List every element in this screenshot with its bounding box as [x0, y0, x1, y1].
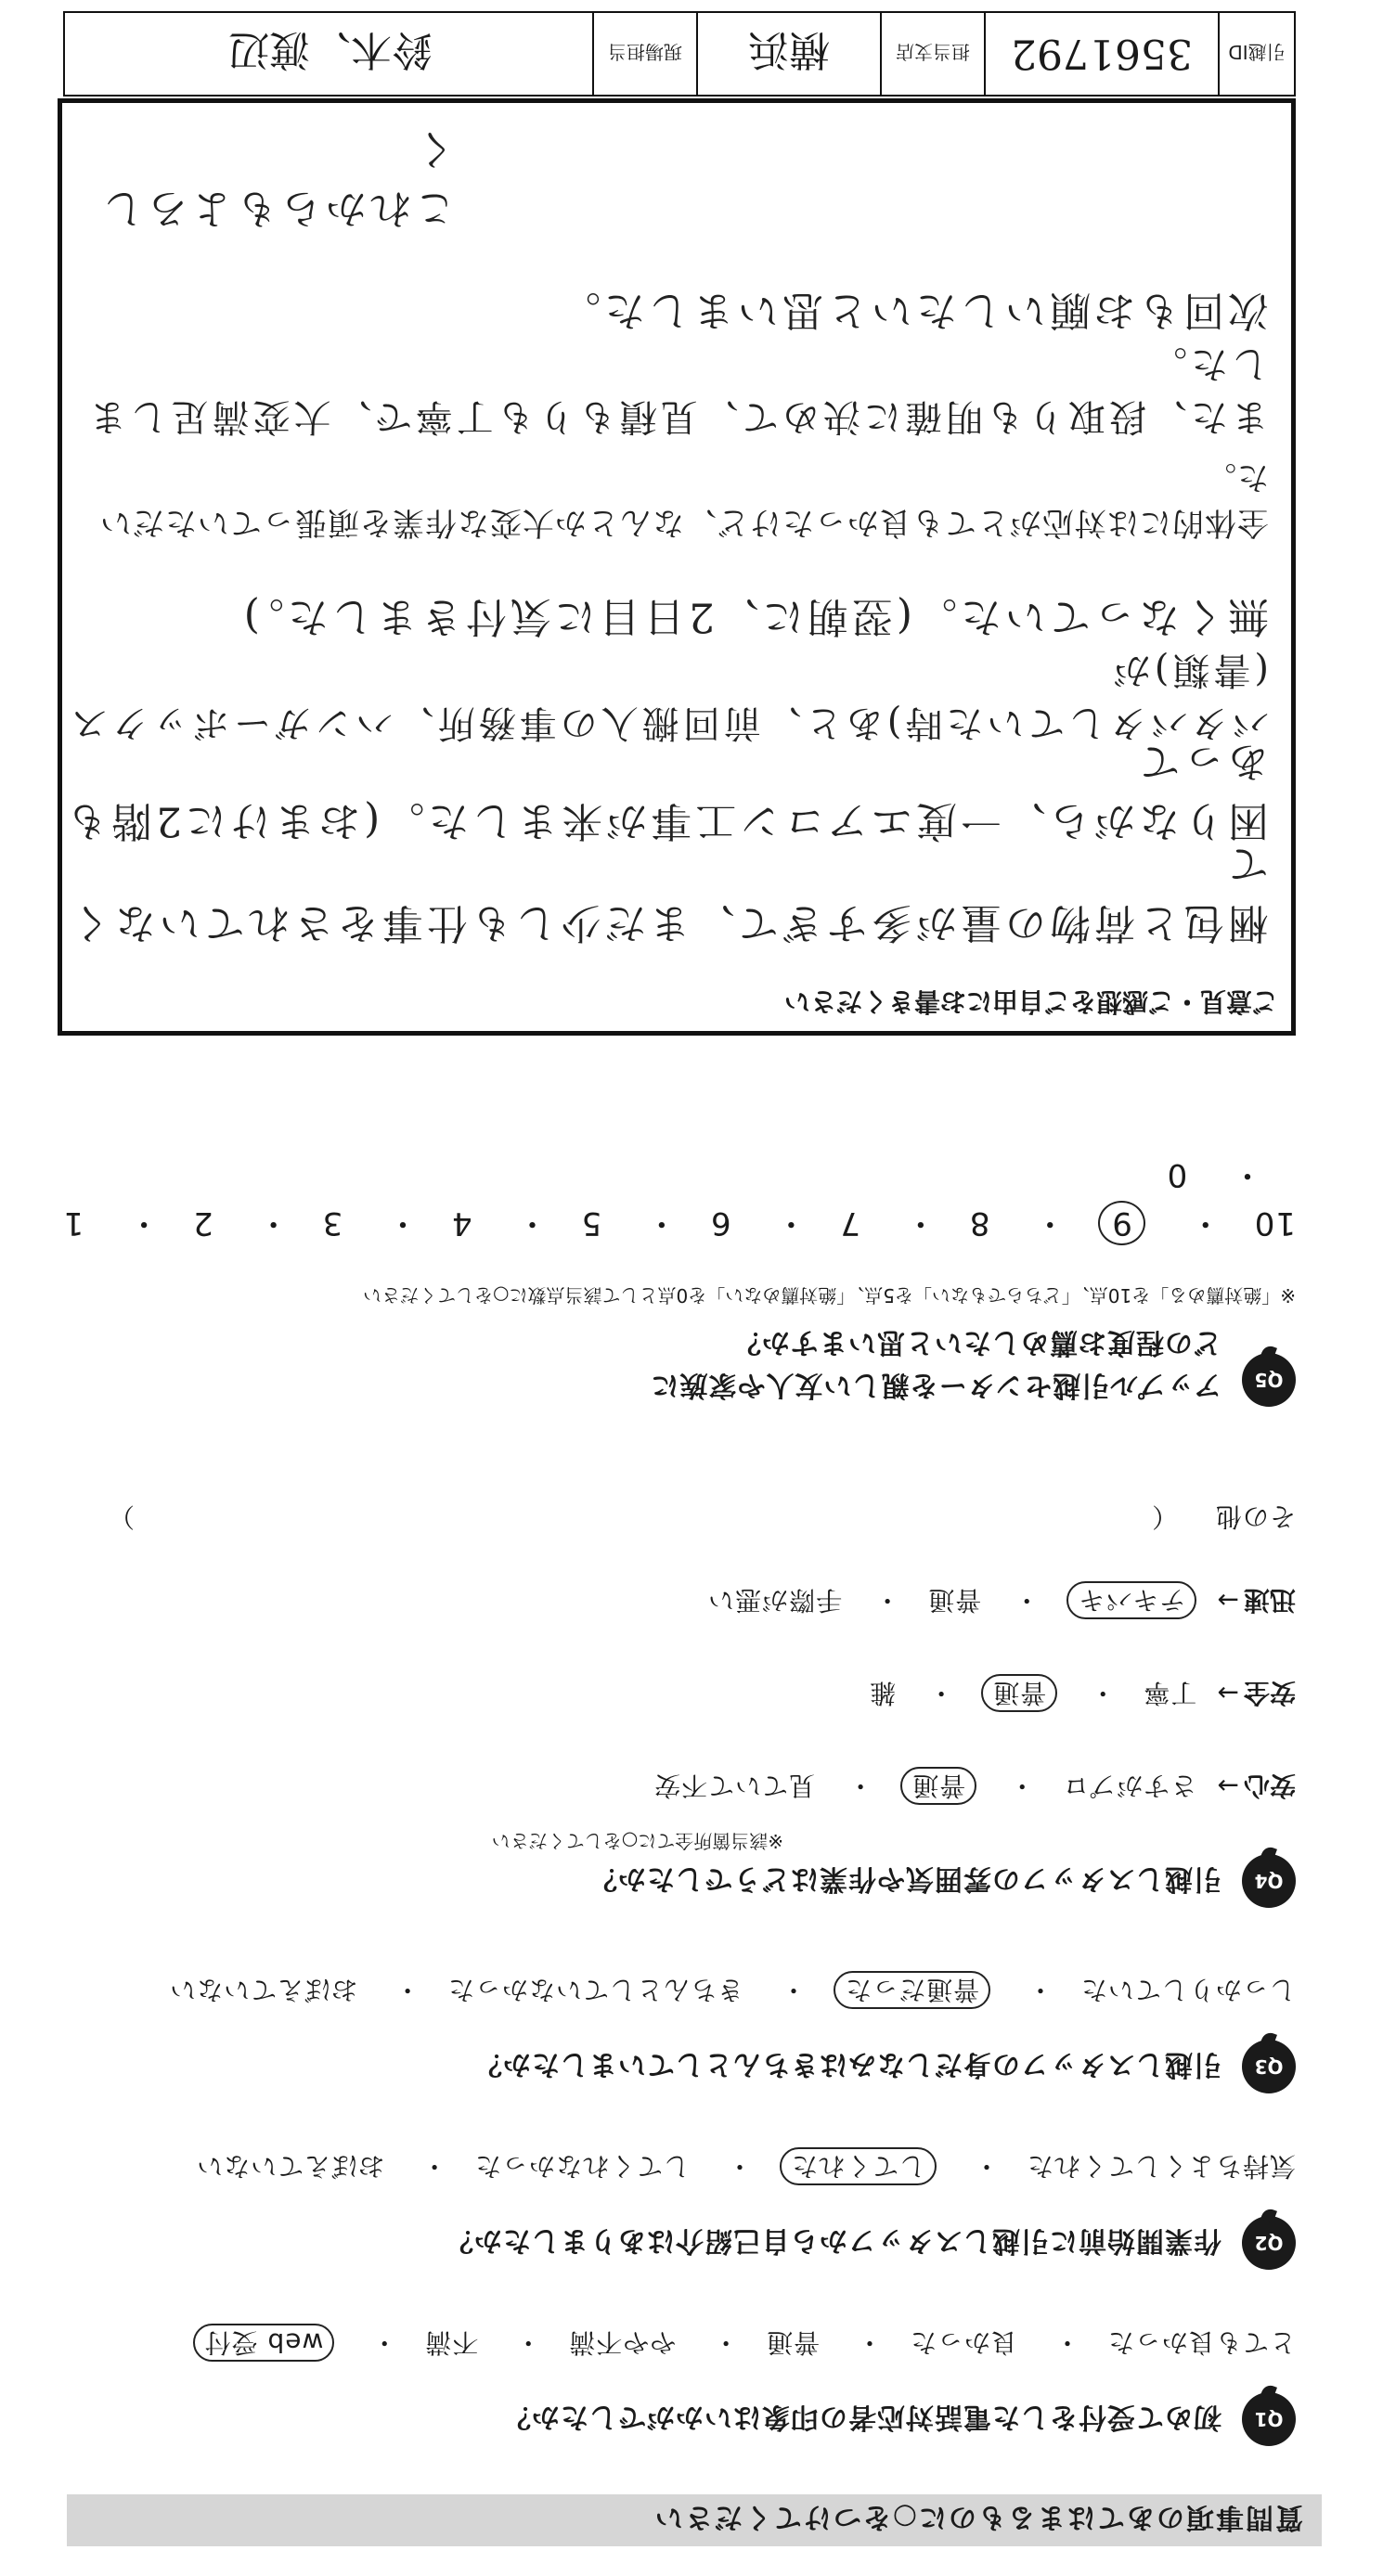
- q5-score-7[interactable]: 7: [839, 1204, 861, 1242]
- instruction-text: 質問事項のあてはまるものに○をつけてください: [653, 2501, 1303, 2533]
- comment-line-6: また、段取りも明確に決めて、見積もりも丁寧で、大変満足しました。: [85, 342, 1269, 438]
- q4-row-1-category: 安心: [1243, 1771, 1296, 1801]
- leader-label: 現場担当: [608, 41, 682, 64]
- comments-title: ご意見・ご感想をご自由にお書きください: [783, 986, 1278, 1017]
- q1-option-1[interactable]: とても良かった: [1106, 2327, 1296, 2358]
- q4-row-3-option-2[interactable]: 普通: [927, 1585, 982, 1616]
- comment-line-1: 梱包と荷物の量が多すぎて、まだ少しも仕事をされていなくて: [66, 840, 1269, 947]
- move-id-value: 3561792: [1011, 30, 1193, 78]
- q1-option-4[interactable]: やや不満: [568, 2327, 677, 2358]
- q4-row-1-option-3[interactable]: 見ていて不安: [653, 1771, 816, 1801]
- q4-row-2-category: 安全: [1243, 1678, 1296, 1708]
- q5-scale: 10 ・ 9 ・ 8 ・ 7 ・ 6 ・ 5 ・ 4 ・ 3 ・ 2 ・ 1 ・ 0: [0, 1155, 1296, 1249]
- q5-score-2[interactable]: 2: [192, 1204, 213, 1242]
- q1-option-6-selected[interactable]: web 受付: [193, 2324, 335, 2362]
- q1-badge: Q1: [1242, 2392, 1296, 2446]
- branch-value-cell: [696, 13, 880, 95]
- comment-line-8: これからもよろしく: [99, 125, 456, 232]
- q3-option-3[interactable]: きちんとしていなかった: [447, 1975, 744, 2005]
- arrow-icon: →: [1216, 1678, 1239, 1708]
- q5-score-6[interactable]: 6: [709, 1204, 731, 1242]
- branch-label-cell: [880, 13, 984, 95]
- comment-line-5: 全体的には対応がとても良かったけど、なんとか大変な作業を頑張っていただいた。: [99, 458, 1269, 541]
- q5-score-1[interactable]: 1: [62, 1204, 84, 1242]
- comment-line-4: 無くなっていた。(翌朝に、2日目に気付きました。): [239, 593, 1269, 640]
- q4-row-3-option-1-selected[interactable]: テキパキ: [1066, 1581, 1196, 1619]
- leader-value: 鈴木、渡辺: [228, 26, 433, 73]
- q1-option-5[interactable]: 不満: [424, 2327, 479, 2358]
- q4-other-open-paren: （: [1151, 1501, 1179, 1532]
- q4-row-2-option-2-selected[interactable]: 普通: [981, 1674, 1057, 1712]
- q4-row-2-option-3[interactable]: 雑: [869, 1678, 897, 1708]
- comment-line-7: 次回もお願いしたいと思いました。: [556, 287, 1269, 334]
- comment-line-2: 困りながら、一度エアコン工事が来ました。(おまけに2階もあって: [63, 738, 1269, 844]
- q4-note: ※該当箇所全てに○をしてください: [491, 1830, 783, 1852]
- q3-option-2-selected[interactable]: 普通だった: [834, 1971, 990, 2009]
- leader-label-cell: [592, 13, 696, 95]
- q4-other-close-paren: ）: [108, 1501, 136, 1532]
- q2-badge: Q2: [1242, 2216, 1296, 2270]
- move-id-label: 引越ID: [1228, 41, 1286, 64]
- q2-option-4[interactable]: おぼえていない: [196, 2151, 385, 2182]
- comments-box[interactable]: [58, 98, 1296, 1036]
- branch-label: 担当支店: [896, 41, 970, 64]
- q2-options: 気持ちよくしてくれた ・ してくれた ・ してくれなかった ・ おぼえていない: [196, 2149, 1296, 2186]
- q5-score-4[interactable]: 4: [451, 1204, 472, 1242]
- q4-row-3-option-3[interactable]: 手際が悪い: [707, 1585, 843, 1616]
- q1-options: とても良かった ・ 良かった ・ 普通 ・ やや不満 ・ 不満 ・ web 受付: [193, 2325, 1296, 2363]
- branch-value: 横浜: [748, 26, 830, 73]
- q2-option-2-selected[interactable]: してくれた: [780, 2147, 937, 2185]
- q5-score-8[interactable]: 8: [968, 1204, 990, 1242]
- move-id-label-cell: [1218, 13, 1294, 95]
- q2-question: 作業開始前に引越しスタッフから自己紹介はありましたか？: [445, 2224, 1222, 2257]
- q5-score-10[interactable]: 10: [1253, 1204, 1296, 1242]
- q4-other: [89, 1500, 1296, 1537]
- q2-option-1[interactable]: 気持ちよくしてくれた: [1026, 2151, 1296, 2182]
- q4-badge: Q4: [1242, 1854, 1296, 1908]
- q4-row-2: 安全 → 丁寧 ・ 普通 ・ 雑: [869, 1676, 1296, 1713]
- q1-option-3[interactable]: 普通: [766, 2327, 821, 2358]
- q5-question-line-2: どの程度お薦めしたいと思いますか？: [732, 1326, 1222, 1359]
- q3-question: 引越しスタッフの身だしなみはきちんとしていましたか？: [473, 2048, 1222, 2080]
- q1-question: 初めて受付をした電話対応者の印象はいかがでしたか？: [502, 2401, 1222, 2433]
- leader-value-cell: [69, 13, 592, 95]
- q4-other-label: その他: [1214, 1501, 1296, 1532]
- q4-row-1-option-1[interactable]: さすがプロ: [1062, 1771, 1197, 1801]
- q5-score-5[interactable]: 5: [580, 1204, 602, 1242]
- q5-badge: Q5: [1242, 1353, 1296, 1407]
- q5-score-3[interactable]: 3: [321, 1204, 343, 1242]
- q4-row-2-option-1[interactable]: 丁寧: [1143, 1678, 1197, 1708]
- q5-score-9-selected[interactable]: 9: [1098, 1201, 1145, 1245]
- q5-score-0[interactable]: 0: [1166, 1156, 1188, 1193]
- q4-row-1: 安心 → さすがプロ ・ 普通 ・ 見ていて不安: [653, 1769, 1296, 1806]
- q5-question-line-1: アップル引越センターを親しい友人や家族に: [650, 1369, 1222, 1401]
- arrow-icon: →: [1216, 1771, 1239, 1801]
- q4-row-1-option-2-selected[interactable]: 普通: [900, 1767, 976, 1805]
- q4-question: 引越しスタッフの雰囲気や作業はどうでしたか？: [588, 1862, 1222, 1895]
- q4-row-3-category: 迅速: [1243, 1585, 1296, 1616]
- footer-id-table: [63, 11, 1296, 97]
- q4-row-3: 迅速 → テキパキ ・ 普通 ・ 手際が悪い: [707, 1583, 1296, 1620]
- q1-option-2[interactable]: 良かった: [910, 2327, 1018, 2358]
- q3-badge: Q3: [1242, 2040, 1296, 2093]
- q2-option-3[interactable]: してくれなかった: [474, 2151, 691, 2182]
- arrow-icon: →: [1216, 1585, 1239, 1616]
- q3-option-4[interactable]: おぼえていない: [169, 1975, 358, 2005]
- comment-line-3: バタバタしていた時)あと、前回搬入の事務所、ハンガーボックス(書類)が: [67, 649, 1269, 744]
- move-id-value-cell: [984, 13, 1218, 95]
- q5-note: ※「絶対薦める」を10点、「どちらでもない」を5点、「絶対薦めない」を0点として該当点数に○をしてください: [363, 1284, 1296, 1307]
- q3-option-1[interactable]: しっかりしていた: [1079, 1975, 1296, 2005]
- q3-options: しっかりしていた ・ 普通だった ・ きちんとしていなかった ・ おぼえていない: [169, 1973, 1296, 2010]
